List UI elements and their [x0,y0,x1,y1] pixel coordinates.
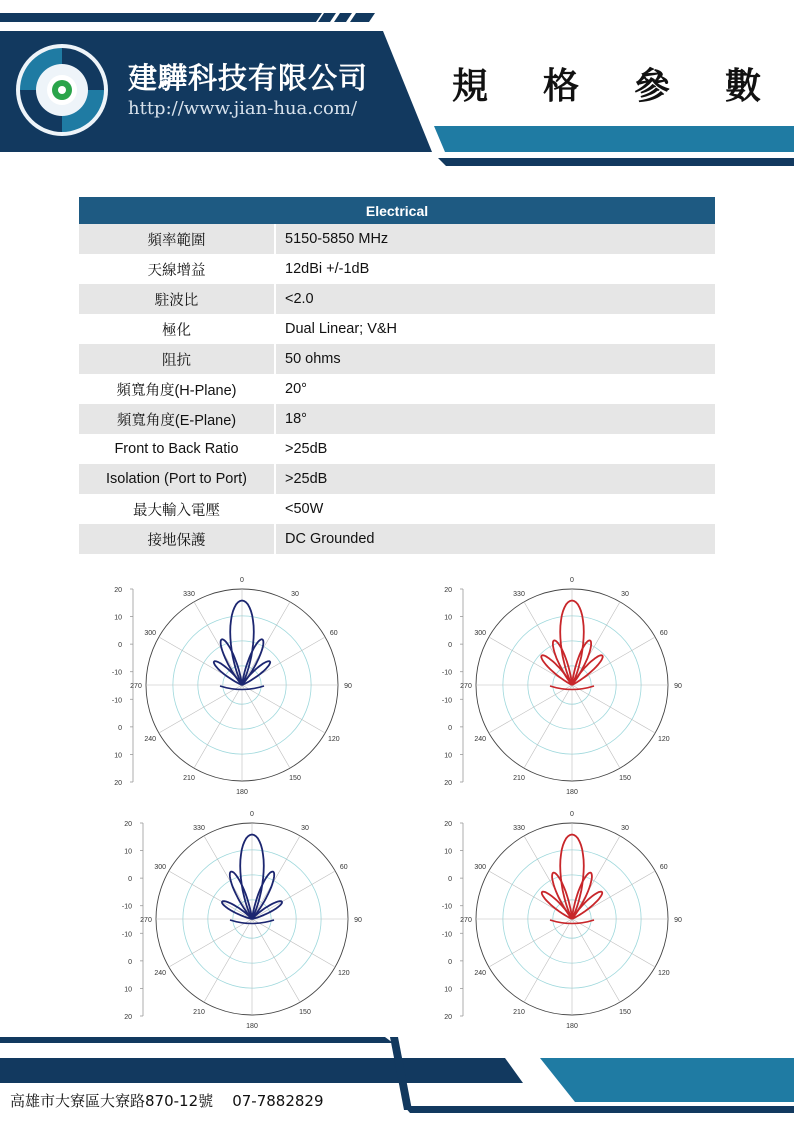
angle-label: 240 [474,970,487,977]
company-name: 建驊科技有限公司 [128,61,369,95]
radial-tick-label: 0 [448,958,452,966]
grid-spoke [489,919,572,967]
page-title-char-1: 規 [452,66,489,107]
angle-label: 180 [566,1023,578,1030]
angle-label: 210 [193,1008,205,1016]
grid-spoke [242,602,290,685]
angle-label: 300 [474,630,487,637]
row-label: 天線增益 [79,254,275,284]
radial-tick-label: 10 [114,614,122,622]
radial-tick-label: 0 [448,876,452,884]
radial-tick-label: 0 [118,642,122,650]
row-value: 5150-5850 MHz [275,224,715,254]
grid-spoke [204,919,252,1002]
angle-label: 60 [339,864,348,871]
grid-spoke [242,685,290,768]
angle-label: 90 [344,683,352,690]
radial-tick-label: 20 [124,821,132,828]
angle-label: 0 [250,811,254,818]
radial-tick-label: -10 [441,931,452,939]
angle-label: 300 [144,630,157,637]
grid-spoke [204,836,252,919]
table-row [79,254,715,284]
radial-tick-label: -10 [121,931,132,939]
angle-label: 150 [299,1008,311,1016]
grid-spoke [572,919,620,1002]
page-title-char-2: 格 [543,66,580,107]
angle-label: 30 [301,825,309,833]
radial-tick-label: 20 [444,587,452,594]
grid-spoke [572,685,655,733]
angle-label: 330 [183,591,195,599]
polar-chart-2 [430,572,710,802]
radial-tick-label: 10 [444,752,452,760]
row-value: 20° [275,374,715,404]
table-row [79,434,715,464]
radial-tick-label: 10 [114,752,122,760]
grid-spoke [242,685,325,733]
grid-spoke [572,602,620,685]
company-logo [14,42,110,138]
radial-tick-label: 0 [118,724,122,732]
row-value: <2.0 [275,284,715,314]
grid-spoke [252,919,300,1002]
radial-tick-label: -10 [441,669,452,677]
angle-label: 210 [513,774,525,782]
angle-label: 90 [674,683,682,690]
table-row [79,224,715,254]
grid-spoke [572,685,620,768]
row-label: 最大輸入電壓 [79,494,275,524]
grid-spoke [524,919,572,1002]
angle-label: 150 [619,1008,631,1016]
angle-label: 330 [193,825,205,833]
spec-table [79,197,715,554]
polar-chart-1 [100,572,380,802]
row-value: >25dB [275,464,715,494]
polar-chart-3 [110,806,390,1036]
angle-label: 120 [657,736,670,743]
grid-spoke [572,836,620,919]
table-row [79,314,715,344]
row-label: 頻寬角度(E-Plane) [79,404,275,434]
angle-label: 180 [236,789,248,796]
row-value: <50W [275,494,715,524]
angle-label: 270 [460,917,472,924]
angle-label: 270 [140,917,152,924]
angle-label: 0 [570,811,574,818]
angle-label: 120 [657,970,670,977]
angle-label: 240 [154,970,167,977]
row-label: 阻抗 [79,344,275,374]
row-label: 駐波比 [79,284,275,314]
radial-tick-label: -10 [111,697,122,705]
polar-chart-4 [430,806,710,1036]
angle-label: 240 [144,736,157,743]
footer-phone: 07-7882829 [232,1092,324,1110]
radial-tick-label: 0 [128,876,132,884]
grid-spoke [169,871,252,919]
angle-label: 120 [327,736,340,743]
angle-label: 240 [474,736,487,743]
footer-contact [10,1090,324,1111]
row-value: 12dBi +/-1dB [275,254,715,284]
angle-label: 30 [621,825,629,833]
radial-tick-label: 10 [444,848,452,856]
angle-label: 30 [621,591,629,599]
grid-spoke [524,602,572,685]
radial-tick-label: 20 [444,1014,452,1021]
table-row [79,524,715,554]
table-row [79,344,715,374]
angle-label: 30 [291,591,299,599]
company-url: http://www.jian-hua.com/ [128,98,358,119]
radial-tick-label: 10 [124,848,132,856]
grid-spoke [524,836,572,919]
angle-label: 300 [154,864,167,871]
grid-spoke [489,685,572,733]
row-label: 頻率範圍 [79,224,275,254]
angle-label: 60 [329,630,338,637]
row-label: 極化 [79,314,275,344]
angle-label: 0 [570,577,574,584]
radial-tick-label: -10 [441,903,452,911]
header-banner [0,0,794,175]
angle-label: 120 [337,970,350,977]
radial-tick-label: 0 [448,724,452,732]
angle-label: 210 [183,774,195,782]
grid-spoke [194,685,242,768]
row-value: >25dB [275,434,715,464]
footer-address: 高雄市大寮區大寮路870-12號 [10,1092,214,1110]
page-title-char-4: 數 [725,66,762,107]
row-label: 接地保護 [79,524,275,554]
radial-tick-label: 0 [448,642,452,650]
table-row [79,404,715,434]
row-value: 50 ohms [275,344,715,374]
row-value: DC Grounded [275,524,715,554]
grid-spoke [159,685,242,733]
table-header: Electrical [79,197,715,224]
page-title-char-3: 參 [634,66,671,107]
radial-tick-label: 20 [124,1014,132,1021]
angle-label: 270 [460,683,472,690]
radial-tick-label: 20 [114,587,122,594]
angle-label: 330 [513,591,525,599]
angle-label: 210 [513,1008,525,1016]
radial-tick-label: 20 [114,780,122,787]
angle-label: 150 [289,774,301,782]
angle-label: 150 [619,774,631,782]
angle-label: 90 [354,917,362,924]
radial-tick-label: 10 [444,986,452,994]
table-row [79,494,715,524]
grid-spoke [169,919,252,967]
radial-tick-label: -10 [111,669,122,677]
angle-label: 0 [240,577,244,584]
row-label: 頻寬角度(H-Plane) [79,374,275,404]
angle-label: 60 [659,864,668,871]
row-value: 18° [275,404,715,434]
grid-spoke [252,836,300,919]
table-row [79,284,715,314]
grid-spoke [572,919,655,967]
table-row [79,374,715,404]
row-label: Front to Back Ratio [79,434,275,464]
radial-tick-label: 10 [444,614,452,622]
angle-label: 90 [674,917,682,924]
row-value: Dual Linear; V&H [275,314,715,344]
table-row [79,464,715,494]
radial-tick-label: 20 [444,821,452,828]
radial-tick-label: 0 [128,958,132,966]
radial-tick-label: -10 [121,903,132,911]
angle-label: 180 [246,1023,258,1030]
angle-label: 270 [130,683,142,690]
radial-tick-label: -10 [441,697,452,705]
grid-spoke [252,871,335,919]
angle-label: 180 [566,789,578,796]
radial-tick-label: 20 [444,780,452,787]
grid-spoke [252,919,335,967]
angle-label: 330 [513,825,525,833]
angle-label: 300 [474,864,487,871]
radial-tick-label: 10 [124,986,132,994]
angle-label: 60 [659,630,668,637]
row-label: Isolation (Port to Port) [79,464,275,494]
grid-spoke [524,685,572,768]
grid-spoke [194,602,242,685]
